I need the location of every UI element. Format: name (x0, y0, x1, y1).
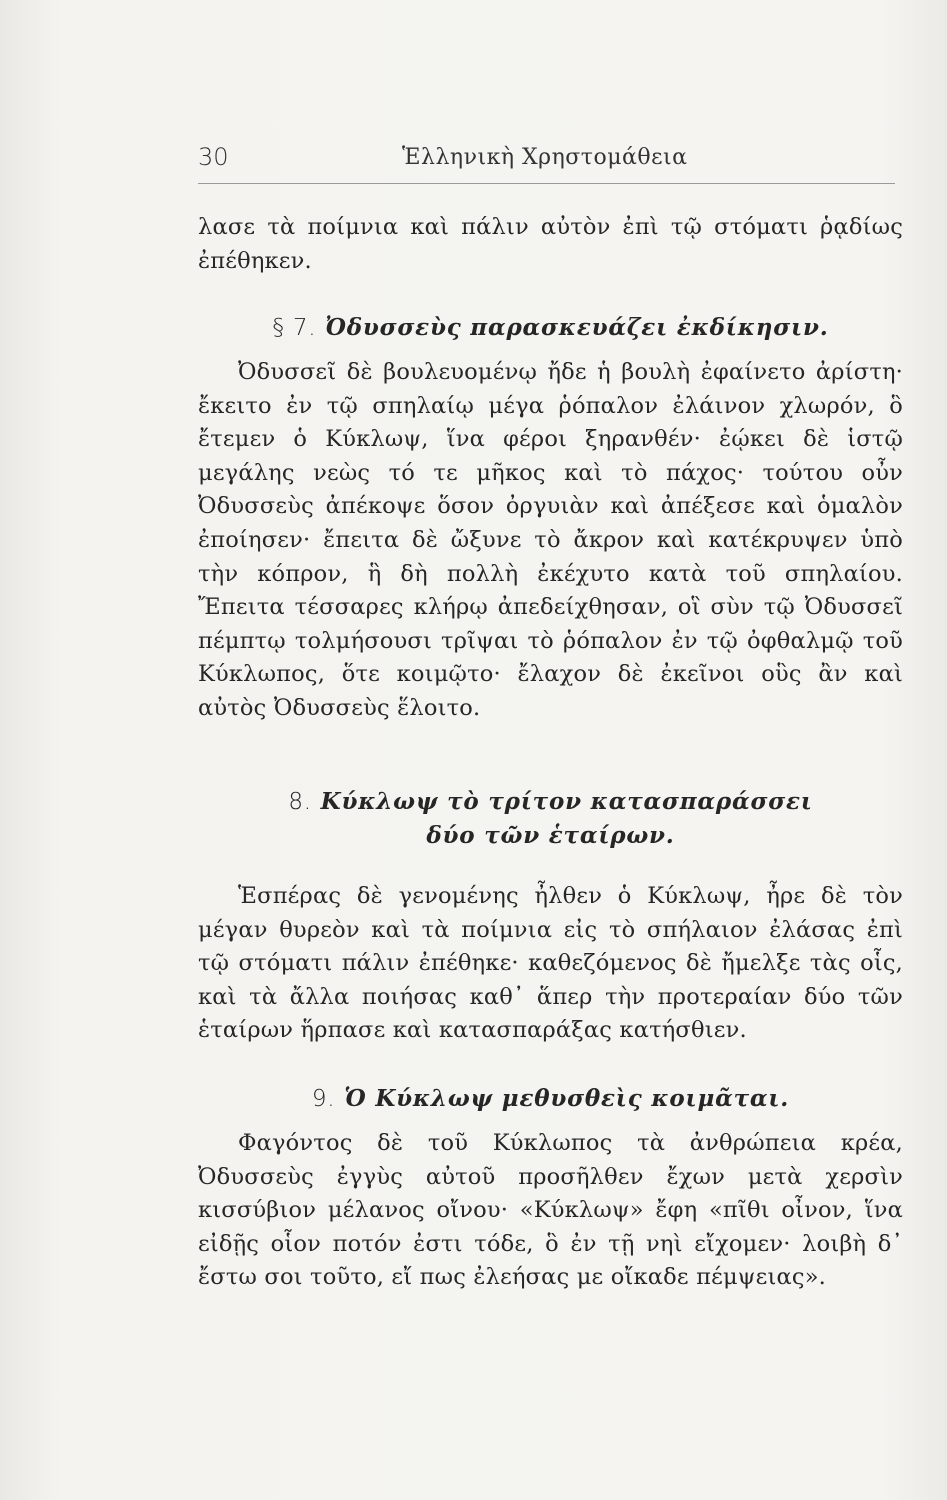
section-heading-7 (198, 311, 903, 345)
section-title: Ὁ Κύκλωψ μεθυσθεὶς κοιμᾶται. (344, 1085, 790, 1112)
section-heading-8 (198, 785, 903, 853)
section-number: 8. (288, 789, 312, 815)
paragraph-text: Ὀδυσσεῖ δὲ βουλευομένῳ ἤδε ἡ βουλὴ ἐφαίνετο ἀρίστη· ἔκειτο ἐν τῷ σπηλαίῳ μέγα ῥόπαλον ἐλάινον χλωρόν, ὃ ἔτεμεν ὁ Κύκλωψ, ἵνα φέροι ξηρανθέν· ἐῴκει δὲ ἱστῷ μεγάλης νεὼς τό τε μῆκος καὶ τὸ πάχος· τούτου οὖν Ὀδυσσεὺς ἀπέκοψε ὅσον ὀργυιὰν καὶ ἀπέξεσε καὶ ὁμαλὸν ἐποίησεν· ἔπειτα δὲ ὤξυνε τὸ ἄκρον καὶ κατέκρυψεν ὑπὸ τὴν κόπρον, ἣ δὴ πολλὴ ἐκέχυτο κατὰ τοῦ σπηλαίου. Ἔπειτα τέσσαρες κλήρῳ ἀπεδείχθησαν, οἳ σὺν τῷ Ὀδυσσεῖ πέμπτῳ τολμήσουσι τρῖψαι τὸ ῥόπαλον ἐν τῷ ὀφθαλμῷ τοῦ Κύκλωπος, ὅτε κοιμῷτο· ἔλαχον δὲ ἐκεῖνοι οὓς ἂν καὶ αὐτὸς Ὀδυσσεὺς ἕλοιτο. (198, 359, 903, 721)
continuation-paragraph (198, 211, 903, 278)
section-title-line-1: Κύκλωψ τὸ τρίτον κατασπαράσσει (320, 788, 813, 815)
section-number: 9. (311, 1086, 336, 1112)
section-paragraph-9 (198, 1127, 903, 1295)
page-header (198, 143, 895, 184)
continuation-text: λασε τὰ ποίμνια καὶ πάλιν αὐτὸν ἐπὶ τῷ στόματι ῥᾳδίως ἐπέθηκεν. (198, 214, 903, 274)
paragraph-text: Φαγόντος δὲ τοῦ Κύκλωπος τὰ ἀνθρώπεια κρέα, Ὀδυσσεὺς ἐγγὺς αὐτοῦ προσῆλθεν ἔχων μετὰ χερσὶν κισσύβιον μέλανος οἴνου· «Κύκλωψ» ἔφη «πῖθι οἶνον, ἵνα εἰδῇς οἷον ποτόν ἐστι τόδε, ὃ ἐν τῇ νηὶ εἴχομεν· λοιβὴ δ᾽ ἔστω σοι τοῦτο, εἴ πως ἐλεήσας με οἴκαδε πέμψειας». (198, 1130, 903, 1291)
section-paragraph-7 (198, 356, 903, 726)
running-title: Ἑλληνικὴ Χρηστομάθεια (402, 145, 688, 170)
section-heading-9 (198, 1082, 903, 1116)
section-number: § 7. (272, 315, 317, 341)
page-number: 30 (198, 143, 229, 171)
paragraph-text: Ἑσπέρας δὲ γενομένης ἦλθεν ὁ Κύκλωψ, ἦρε δὲ τὸν μέγαν θυρεὸν καὶ τὰ ποίμνια εἰς τὸ σπήλαιον ἐλάσας ἐπὶ τῷ στόματι πάλιν ἐπέθηκε· καθεζόμενος δὲ ἤμελξε τὰς οἷς, καὶ τὰ ἄλλα ποιήσας καθ᾽ ἅπερ τὴν προτεραίαν δύο τῶν ἑταίρων ἥρπασε καὶ κατασπαράξας κατήσθιεν. (198, 883, 903, 1044)
section-title: Ὀδυσσεὺς παρασκευάζει ἐκδίκησιν. (325, 314, 829, 341)
section-title-line-2: δύο τῶν ἑταίρων. (426, 822, 675, 849)
section-paragraph-8 (198, 880, 903, 1048)
